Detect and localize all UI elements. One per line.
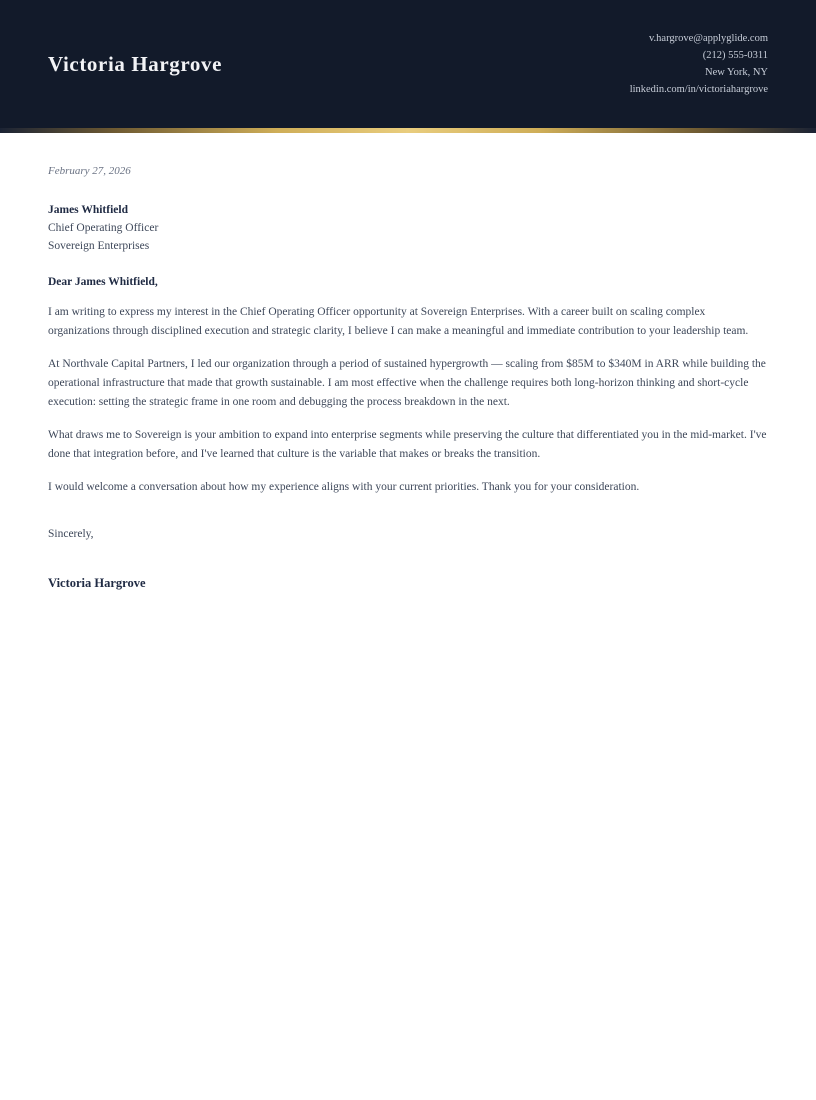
contact-location: New York, NY: [704, 67, 768, 78]
recipient-block: [48, 201, 768, 255]
letter-date: February 27, 2026: [48, 165, 131, 177]
letterhead: [0, 0, 816, 128]
contact-email: v.hargrove@applyglide.com: [648, 33, 768, 44]
letter-body: [0, 133, 816, 592]
page-title: Victoria Hargrove: [48, 51, 223, 76]
letter-paragraph-2: At Northvale Capital Partners, I led our organization through a period of sustained hypergrowth — scaling from $85M to $340M in ARR while building the operational infrastructure that made that growth sustainable. I am most effective when the challenge requires both long-horizon thinking and short-cycle execution: setting the strategic frame in one room and debugging the process breakdown in the next.: [48, 358, 766, 408]
recipient-company: Sovereign Enterprises: [48, 240, 150, 252]
closing-line: Sincerely,: [48, 528, 94, 540]
recipient-title: Chief Operating Officer: [48, 222, 159, 234]
salutation: Dear James Whitfield,: [48, 276, 158, 288]
letter-paragraph-3: What draws me to Sovereign is your ambition to expand into enterprise segments while preserving the culture that differentiated you in the mid-market. I've done that integration before, and I've learned that culture is the variable that makes or breaks the transition.: [48, 429, 767, 460]
contact-linkedin: linkedin.com/in/victoriahargrove: [629, 84, 768, 95]
letter-paragraph-4: I would welcome a conversation about how my experience aligns with your current priorities. Thank you for your consideration.: [48, 481, 640, 493]
letter-paragraph-1: I am writing to express my interest in the Chief Operating Officer opportunity at Sovereign Enterprises. With a career built on scaling complex organizations through disciplined execution and strategic clarity, I believe I can make a meaningful and immediate contribution to your leadership team.: [48, 306, 749, 337]
contact-block: [630, 30, 768, 98]
recipient-name: James Whitfield: [48, 204, 128, 216]
signature-name: Victoria Hargrove: [48, 576, 146, 590]
contact-phone: (212) 555-0311: [702, 50, 768, 61]
